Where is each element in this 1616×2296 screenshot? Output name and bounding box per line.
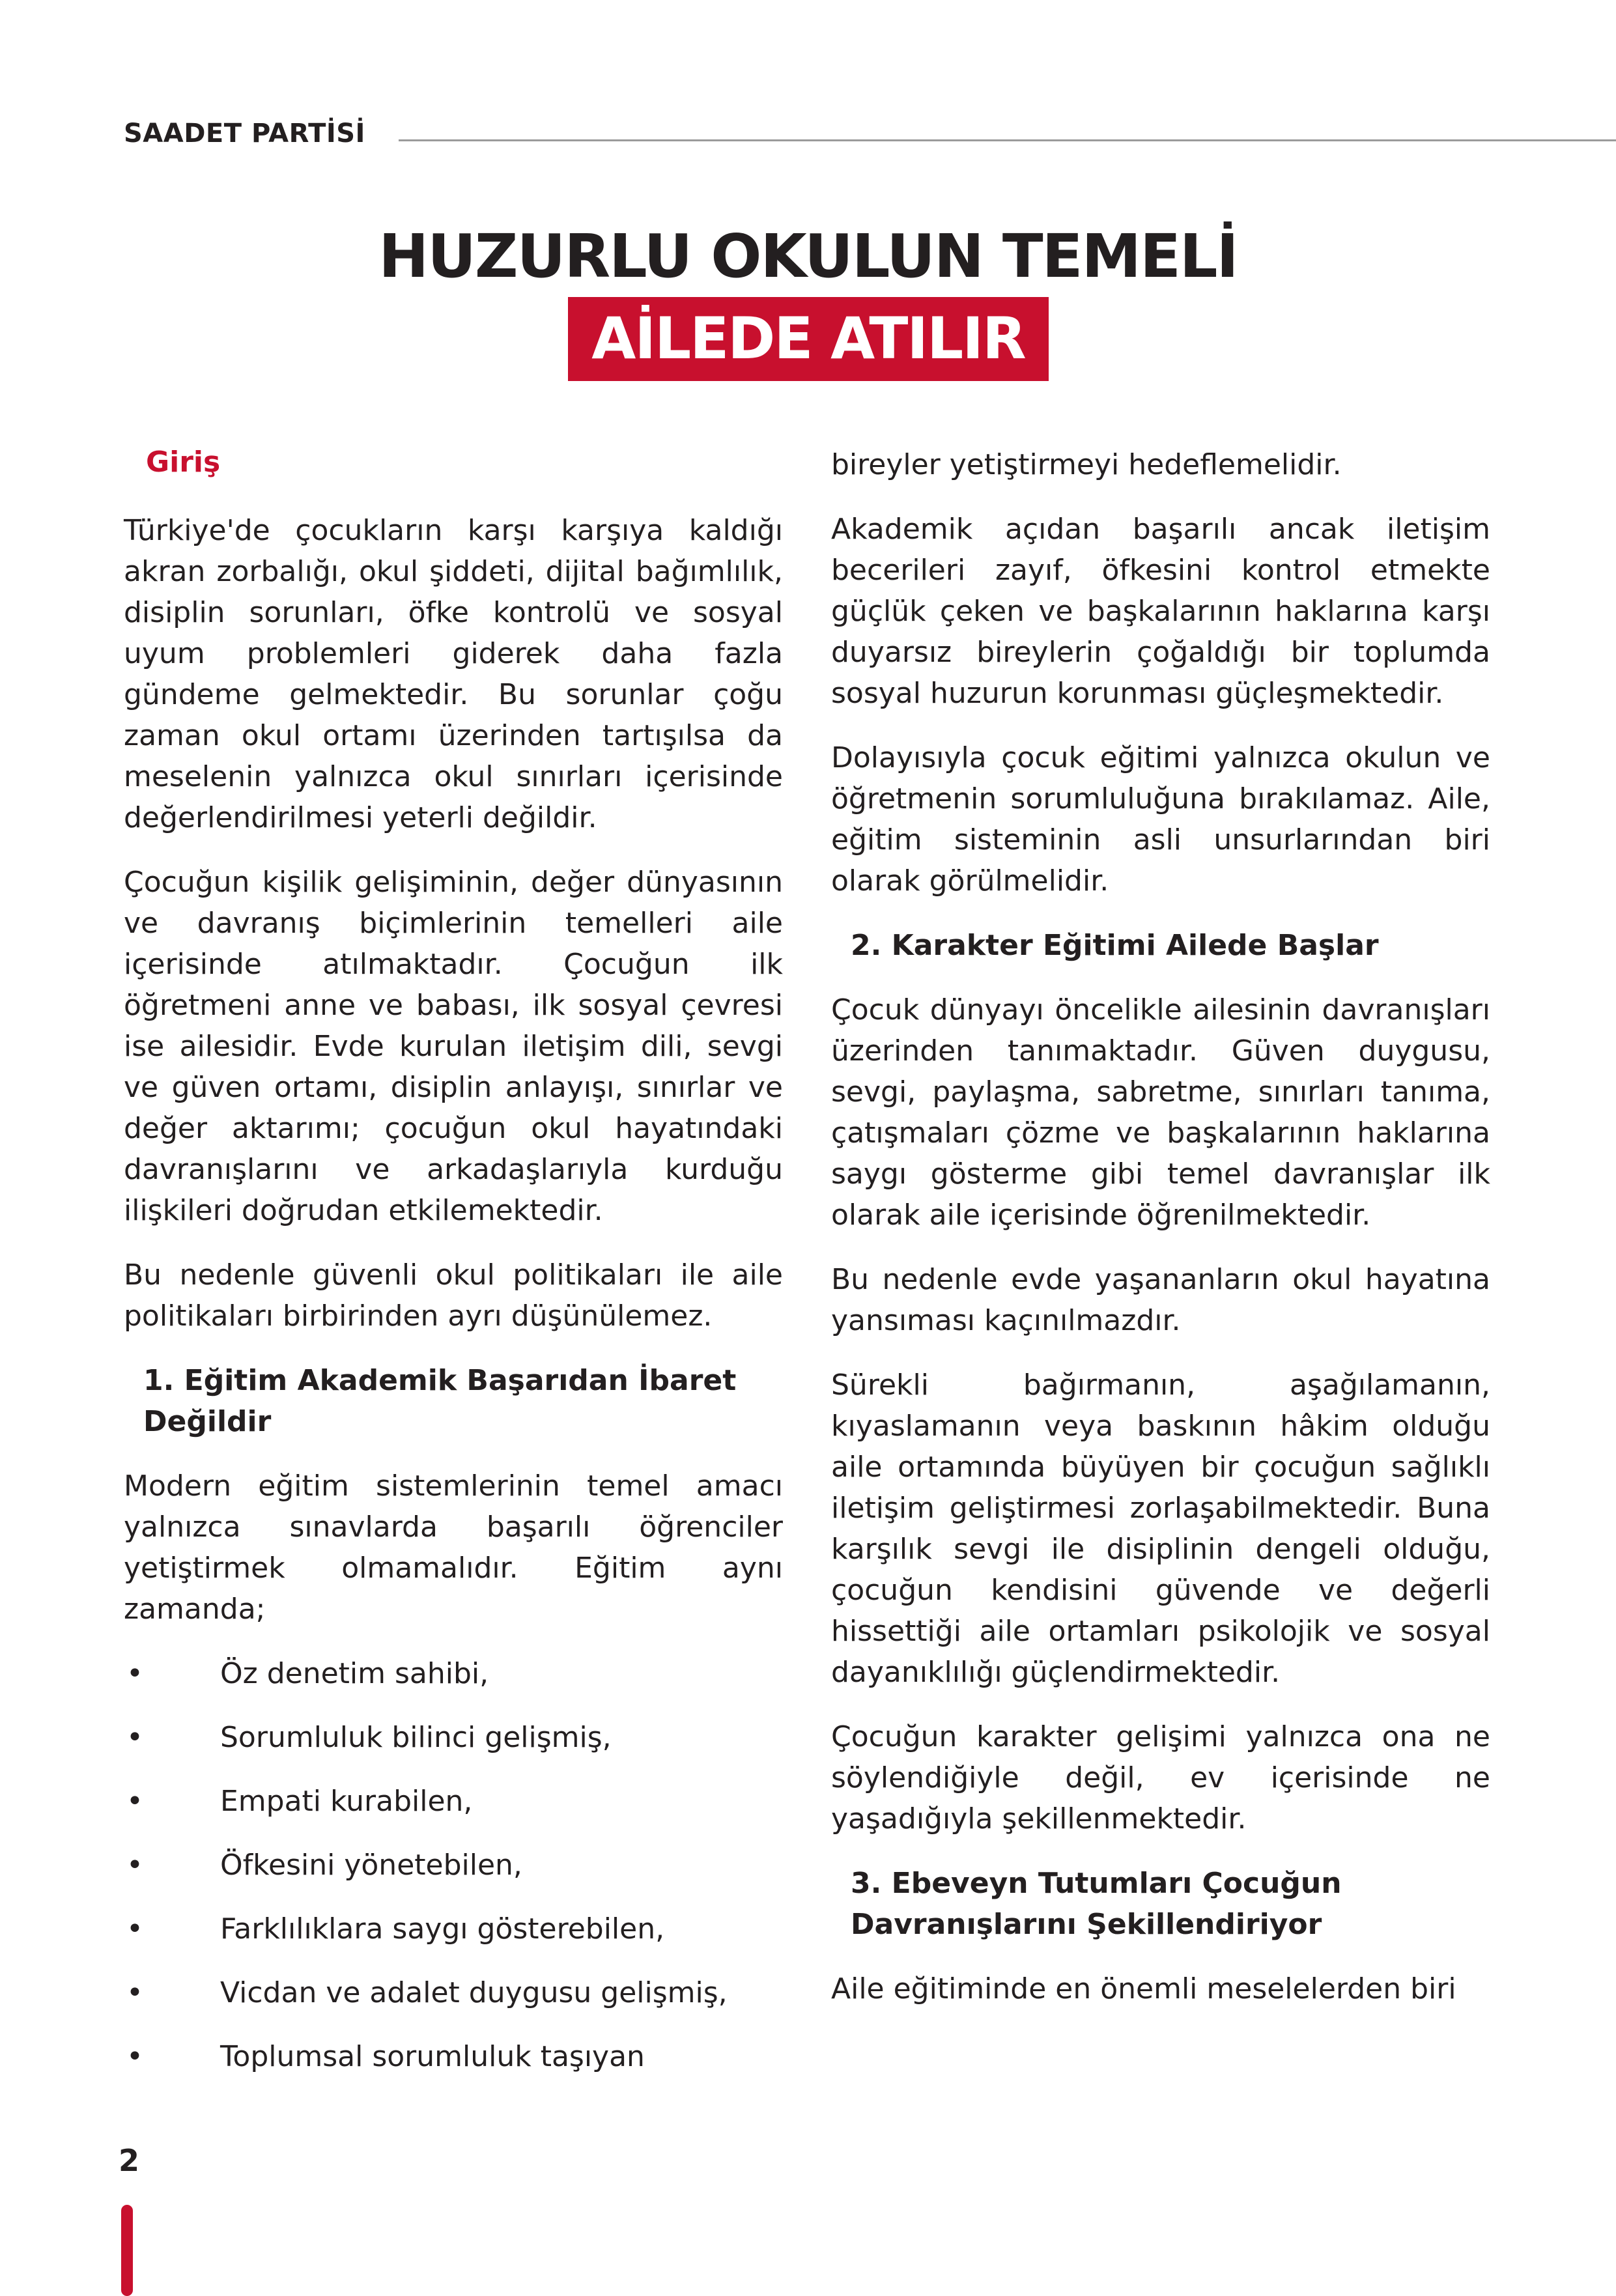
- bullet-icon: •: [126, 1912, 143, 1946]
- list-item: [124, 2036, 783, 2077]
- list-item: [124, 1653, 783, 1694]
- section-heading-3: 3. Ebeveyn Tutumları Çocuğun Davranışlarını Şekillendiriyor: [851, 1867, 1342, 1941]
- paragraph: Sürekli bağırmanın, aşağılamanın, kıyaslamanın veya baskının hâkim olduğu aile ortamında büyüyen bir çocuğun sağlıklı iletişim geliştirmesi zorlaşabilmektedir. Buna karşılık sevgi ile disiplinin dengeli olduğu, çocuğun kendisini güvende ve değerli hissettiği aile ortamları psikolojik ve sosyal dayanıklılığı güçlendirmektedir.: [831, 1368, 1490, 1689]
- paragraph: Akademik açıdan başarılı ancak iletişim becerileri zayıf, öfkesini kontrol etmekte güçlük çeken ve başkalarının haklarına karşı duyarsız bireylerin çoğaldığı bir toplumda sosyal huzurun korunması güçleşmektedir.: [831, 513, 1490, 710]
- list-item-text: Toplumsal sorumluluk taşıyan: [220, 2040, 645, 2073]
- list-item: [124, 1845, 783, 1886]
- page-subtitle: AİLEDE ATILIR: [591, 305, 1025, 372]
- header-label: SAADET PARTİSİ: [124, 119, 365, 149]
- header-rule: [399, 139, 1616, 141]
- list-item-text: Empati kurabilen,: [220, 1785, 473, 1818]
- paragraph: Modern eğitim sistemlerinin temel amacı yalnızca sınavlarda başarılı öğrenciler yetiştirmek olmamalıdır. Eğitim aynı zamanda;: [124, 1469, 783, 1626]
- bullet-icon: •: [126, 2040, 143, 2073]
- list-item: [124, 1972, 783, 2013]
- bullet-icon: •: [126, 1721, 143, 1754]
- paragraph: Bu nedenle evde yaşananların okul hayatına yansıması kaçınılmazdır.: [831, 1263, 1490, 1337]
- list-item: [124, 1717, 783, 1758]
- section-title-intro: Giriş: [146, 446, 221, 479]
- paragraph: Türkiye'de çocukların karşı karşıya kaldığı akran zorbalığı, okul şiddeti, dijital bağımlılık, disiplin sorunları, öfke kontrolü ve sosyal uyum problemleri giderek daha fazla gündeme gelmektedir. Bu sorunlar çoğu zaman okul ortamı üzerinden tartışılsa da meselenin yalnızca okul sınırları içerisinde değerlendirilmesi yeterli değildir.: [124, 514, 783, 834]
- paragraph: Dolayısıyla çocuk eğitimi yalnızca okulun ve öğretmenin sorumluluğuna bırakılamaz. Aile, eğitim sisteminin asli unsurlarından biri olarak görülmelidir.: [831, 741, 1490, 898]
- list-item-text: Öz denetim sahibi,: [220, 1657, 489, 1690]
- section-heading-2: 2. Karakter Eğitimi Ailede Başlar: [851, 929, 1379, 962]
- list-item-text: Vicdan ve adalet duygusu gelişmiş,: [220, 1976, 728, 2009]
- list-item-text: Öfkesini yönetebilen,: [220, 1849, 522, 1882]
- bullet-icon: •: [126, 1657, 143, 1690]
- list-item-text: Farklılıklara saygı gösterebilen,: [220, 1912, 665, 1946]
- left-column: [124, 442, 783, 2100]
- bullet-list: [124, 1653, 783, 2077]
- page-number: 2: [119, 2143, 140, 2178]
- list-item: [124, 1781, 783, 1822]
- paragraph: Bu nedenle güvenli okul politikaları ile aile politikaları birbirinden ayrı düşünülemez.: [124, 1258, 783, 1333]
- bullet-icon: •: [126, 1785, 143, 1818]
- right-column: [831, 444, 1490, 2033]
- paragraph: Aile eğitiminde en önemli meselelerden biri: [831, 1972, 1456, 2005]
- page-accent-bar: [121, 2205, 133, 2296]
- bullet-icon: •: [126, 1849, 143, 1882]
- paragraph: Çocuk dünyayı öncelikle ailesinin davranışları üzerinden tanımaktadır. Güven duygusu, sevgi, paylaşma, sabretme, sınırları tanıma, çatışmaları çözme ve başkalarının haklarına saygı gösterme gibi temel davranışlar ilk olarak aile içerisinde öğrenilmektedir.: [831, 993, 1490, 1232]
- list-item-text: Sorumluluk bilinci gelişmiş,: [220, 1721, 612, 1754]
- page-title: HUZURLU OKULUN TEMELİ: [378, 221, 1238, 291]
- list-item: [124, 1908, 783, 1949]
- paragraph: bireyler yetiştirmeyi hedeflemelidir.: [831, 448, 1342, 481]
- paragraph: Çocuğun kişilik gelişiminin, değer dünyasının ve davranış biçimlerinin temelleri aile içerisinde atılmaktadır. Çocuğun ilk öğretmeni anne ve babası, ilk sosyal çevresi ise ailesidir. Evde kurulan iletişim dili, sevgi ve güven ortamı, disiplin anlayışı, sınırlar ve değer aktarımı; çocuğun okul hayatındaki davranışlarını ve arkadaşlarıyla kurduğu ilişkileri doğrudan etkilemektedir.: [124, 866, 783, 1227]
- section-heading-1: 1. Eğitim Akademik Başarıdan İbaret Değildir: [143, 1364, 737, 1438]
- paragraph: Çocuğun karakter gelişimi yalnızca ona ne söylendiğiyle değil, ev içerisinde ne yaşadığıyla şekillenmektedir.: [831, 1720, 1490, 1835]
- bullet-icon: •: [126, 1976, 143, 2009]
